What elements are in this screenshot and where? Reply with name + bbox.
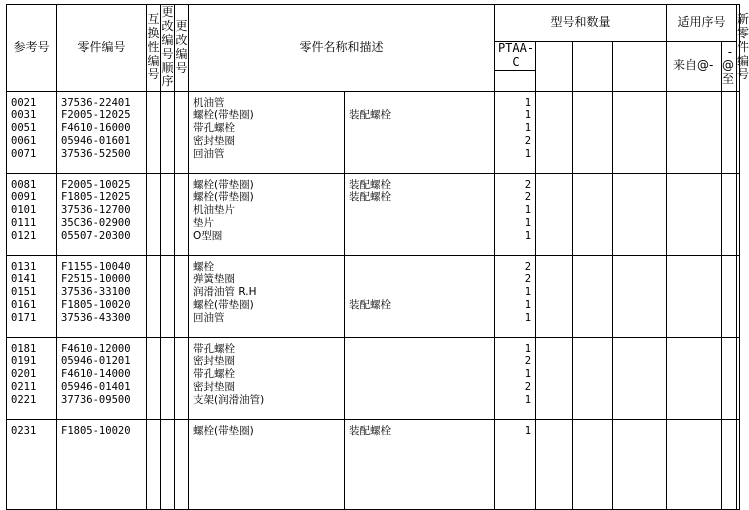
qty: 1 [524, 298, 532, 311]
header-model-code-blank [495, 70, 536, 91]
serial-from-cell [667, 173, 722, 255]
qty: 1 [524, 368, 532, 381]
change-seq-cell [161, 337, 175, 419]
part-name-cell [189, 91, 345, 173]
serial-from-cell [667, 337, 722, 419]
part-name: 支架(润滑油管) [193, 393, 265, 406]
part-desc [349, 204, 494, 217]
qty: 2 [524, 191, 532, 204]
header-change-number [175, 5, 189, 92]
ref-no: 0141 [11, 273, 37, 286]
ref-no: 0021 [11, 96, 37, 109]
part-desc: 装配螺栓 [349, 298, 391, 311]
part-no: F1805-12025 [61, 191, 131, 204]
part-no: F2005-12025 [61, 109, 131, 122]
header-char: 新 [737, 12, 749, 27]
ref-no: 0131 [11, 260, 37, 273]
part-no-cell [57, 173, 147, 255]
qty: 1 [524, 204, 532, 217]
header-char: 零 [737, 26, 749, 41]
header-part-no: 零件编号 [57, 5, 147, 92]
part-desc [349, 230, 494, 243]
part-name: 螺栓(带垫圈) [193, 191, 254, 204]
serial-to-cell [722, 419, 737, 509]
model-3-cell [573, 419, 613, 509]
ref-no: 0171 [11, 311, 37, 324]
ref-no: 0161 [11, 298, 37, 311]
part-desc [349, 368, 494, 381]
part-desc [349, 217, 494, 230]
qty: 1 [524, 147, 532, 160]
part-no-cell [57, 91, 147, 173]
row-group [7, 419, 740, 509]
model-4-cell [613, 91, 667, 173]
serial-from-cell [667, 419, 722, 509]
header-ref-no: 参考号 [7, 5, 57, 92]
part-name-cell [189, 255, 345, 337]
part-desc-cell [345, 91, 495, 173]
part-desc: 装配螺栓 [349, 178, 391, 191]
change-seq-cell [161, 255, 175, 337]
part-name: 螺栓 [193, 260, 214, 273]
part-no: 37536-22401 [61, 96, 131, 109]
model-2-cell [536, 255, 573, 337]
interchange-cell [147, 91, 161, 173]
header-model-quantity: 型号和数量 [495, 5, 667, 42]
ref-no: 0091 [11, 191, 37, 204]
part-desc [349, 394, 494, 407]
part-no: F1155-10040 [61, 260, 131, 273]
model-4-cell [613, 337, 667, 419]
part-name: 机油管 [193, 96, 225, 109]
part-name: 回油管 [193, 311, 225, 324]
new-part-cell [737, 337, 740, 419]
header-char: 改 [175, 33, 188, 47]
qty: 1 [524, 311, 532, 324]
qty: 1 [524, 424, 532, 437]
qty: 1 [524, 229, 532, 242]
qty: 1 [524, 122, 532, 135]
part-name: 回油管 [193, 147, 225, 160]
ref-no: 0201 [11, 368, 37, 381]
model-2-cell [536, 91, 573, 173]
header-change-sequence [161, 5, 175, 92]
part-name: 螺栓(带垫圈) [193, 178, 254, 191]
qty: 2 [524, 178, 532, 191]
part-no-cell [57, 337, 147, 419]
part-no: 37736-09500 [61, 393, 131, 406]
part-name: 螺栓(带垫圈) [193, 298, 254, 311]
part-desc [349, 135, 494, 148]
part-desc-cell [345, 173, 495, 255]
model-3-cell [573, 337, 613, 419]
header-serial-from: 来自@- [667, 42, 722, 92]
part-no: F1805-10020 [61, 298, 131, 311]
model-4-cell [613, 419, 667, 509]
part-name: 螺栓(带垫圈) [193, 109, 254, 122]
part-no: F4610-12000 [61, 342, 131, 355]
row-group [7, 255, 740, 337]
model-2-cell [536, 337, 573, 419]
part-name: 机油垫片 [193, 204, 235, 217]
part-name: 螺栓(带垫圈) [193, 424, 254, 437]
ref-no: 0071 [11, 147, 37, 160]
ref-no: 0221 [11, 393, 37, 406]
header-serial-range: 适用序号 [667, 5, 737, 42]
header-serial-to: -@至 [722, 42, 737, 92]
header-char: 更 [161, 5, 174, 20]
qty: 1 [524, 96, 532, 109]
part-name-cell [189, 419, 345, 509]
part-no: 37536-43300 [61, 311, 131, 324]
header-char: 号 [175, 60, 188, 75]
part-desc: 装配螺栓 [349, 424, 391, 437]
part-name: 带孔螺栓 [193, 368, 235, 381]
header-model-code: PTAA-C [495, 42, 536, 71]
header-char: 号 [161, 46, 174, 61]
qty: 1 [524, 109, 532, 122]
ref-no: 0151 [11, 286, 37, 299]
qty: 2 [524, 355, 532, 368]
table-header [7, 5, 749, 92]
ref-no-cell [7, 337, 57, 419]
header-name-description: 零件名称和描述 [189, 5, 495, 92]
part-no: 37536-33100 [61, 286, 131, 299]
part-no: 37536-52500 [61, 147, 131, 160]
header-char: 件 [737, 39, 749, 54]
part-desc [349, 381, 494, 394]
header-model-blank-4 [613, 42, 667, 92]
header-model-blank-2 [536, 42, 573, 92]
part-name: O型圈 [193, 229, 223, 242]
header-char: 编 [147, 53, 160, 68]
header-char: 性 [147, 39, 160, 54]
qty: 1 [524, 393, 532, 406]
qty: 2 [524, 380, 532, 393]
part-desc [349, 148, 494, 161]
header-new-part-number [737, 5, 749, 92]
qty-cell [495, 91, 536, 173]
part-name: 垫片 [193, 216, 214, 229]
part-desc [349, 286, 494, 299]
header-char: 编 [737, 53, 749, 68]
change-seq-cell [161, 91, 175, 173]
change-no-cell [175, 91, 189, 173]
qty-cell [495, 173, 536, 255]
serial-to-cell [722, 173, 737, 255]
model-3-cell [573, 91, 613, 173]
header-char: 换 [147, 26, 160, 41]
qty-cell [495, 255, 536, 337]
header-interchangeability [147, 5, 161, 92]
new-part-cell [737, 419, 740, 509]
interchange-cell [147, 255, 161, 337]
new-part-cell [737, 91, 740, 173]
part-no: 37536-12700 [61, 204, 131, 217]
ref-no: 0111 [11, 216, 37, 229]
qty-cell [495, 419, 536, 509]
ref-no: 0101 [11, 204, 37, 217]
part-no-cell [57, 255, 147, 337]
part-desc [349, 97, 494, 110]
ref-no: 0051 [11, 122, 37, 135]
part-desc-cell [345, 255, 495, 337]
ref-no: 0121 [11, 229, 37, 242]
ref-no: 0211 [11, 380, 37, 393]
serial-from-cell [667, 255, 722, 337]
header-char: 顺 [161, 60, 174, 75]
ref-no-cell [7, 91, 57, 173]
ref-no: 0231 [11, 424, 37, 437]
header-model-blank-3 [573, 42, 613, 92]
part-name: 带孔螺栓 [193, 342, 235, 355]
part-desc [349, 261, 494, 274]
ref-no: 0191 [11, 355, 37, 368]
table-body [7, 91, 740, 509]
change-no-cell [175, 255, 189, 337]
qty-cell [495, 337, 536, 419]
part-no: F1805-10020 [61, 424, 131, 437]
interchange-cell [147, 419, 161, 509]
part-no: 35C36-02900 [61, 216, 131, 229]
model-2-cell [536, 173, 573, 255]
part-name: 弹簧垫圈 [193, 273, 235, 286]
model-4-cell [613, 173, 667, 255]
part-no: 05507-20300 [61, 229, 131, 242]
part-no: 05946-01201 [61, 355, 131, 368]
model-2-cell [536, 419, 573, 509]
part-desc [349, 312, 494, 325]
model-3-cell [573, 255, 613, 337]
interchange-cell [147, 337, 161, 419]
change-seq-cell [161, 419, 175, 509]
qty: 1 [524, 216, 532, 229]
change-no-cell [175, 173, 189, 255]
part-no: F4610-16000 [61, 122, 131, 135]
ref-no: 0181 [11, 342, 37, 355]
ref-no: 0031 [11, 109, 37, 122]
row-group [7, 337, 740, 419]
qty: 2 [524, 134, 532, 147]
ref-no: 0061 [11, 134, 37, 147]
header-char: 号 [147, 67, 160, 82]
part-name: 密封垫圈 [193, 134, 235, 147]
part-name-cell [189, 173, 345, 255]
parts-table [6, 4, 749, 510]
part-no: 05946-01601 [61, 134, 131, 147]
change-seq-cell [161, 173, 175, 255]
model-4-cell [613, 255, 667, 337]
part-name-cell [189, 337, 345, 419]
new-part-cell [737, 255, 740, 337]
serial-from-cell [667, 91, 722, 173]
parts-list-sheet [6, 4, 749, 500]
part-no: 05946-01401 [61, 380, 131, 393]
part-desc: 装配螺栓 [349, 109, 391, 122]
part-no-cell [57, 419, 147, 509]
qty: 1 [524, 342, 532, 355]
part-desc [349, 355, 494, 368]
interchange-cell [147, 173, 161, 255]
part-no: F4610-14000 [61, 368, 131, 381]
ref-no: 0081 [11, 178, 37, 191]
part-desc-cell [345, 337, 495, 419]
header-char: 序 [161, 74, 174, 89]
part-name: 带孔螺栓 [193, 122, 235, 135]
ref-no-cell [7, 173, 57, 255]
header-char: 号 [737, 67, 749, 82]
qty: 1 [524, 286, 532, 299]
change-no-cell [175, 419, 189, 509]
part-desc [349, 343, 494, 356]
row-group [7, 173, 740, 255]
part-no: F2005-10025 [61, 178, 131, 191]
part-desc [349, 122, 494, 135]
part-name: 密封垫圈 [193, 355, 235, 368]
part-desc-cell [345, 419, 495, 509]
qty: 2 [524, 260, 532, 273]
header-char: 更 [175, 19, 188, 34]
row-group [7, 91, 740, 173]
serial-to-cell [722, 91, 737, 173]
ref-no-cell [7, 419, 57, 509]
serial-to-cell [722, 337, 737, 419]
model-3-cell [573, 173, 613, 255]
part-name: 润滑油管 R.H [193, 286, 257, 299]
header-char: 编 [161, 33, 174, 47]
change-no-cell [175, 337, 189, 419]
part-no: F2515-10000 [61, 273, 131, 286]
header-char: 互 [147, 12, 160, 27]
serial-to-cell [722, 255, 737, 337]
part-desc [349, 273, 494, 286]
qty: 2 [524, 273, 532, 286]
ref-no-cell [7, 255, 57, 337]
new-part-cell [737, 173, 740, 255]
part-desc: 装配螺栓 [349, 191, 391, 204]
part-name: 密封垫圈 [193, 380, 235, 393]
header-char: 改 [161, 19, 174, 34]
header-char: 编 [175, 46, 188, 61]
